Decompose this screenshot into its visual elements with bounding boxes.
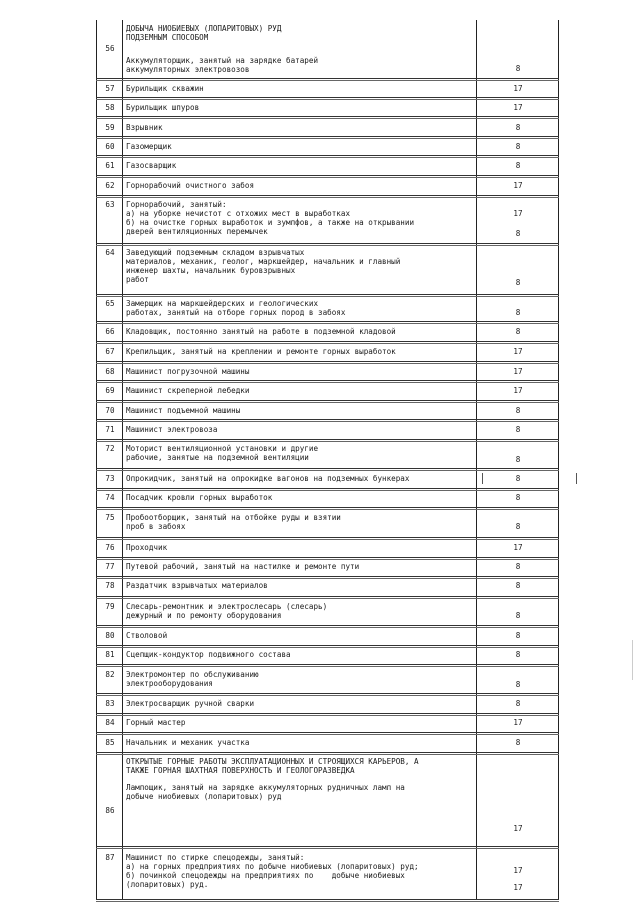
row-separator [96, 99, 559, 100]
occupation-text: Стволовой [126, 631, 168, 640]
additional-leave-days: 8 [515, 680, 521, 689]
row-separator [96, 195, 559, 196]
row-separator [96, 627, 559, 628]
occupation-text: Проходчик [126, 543, 168, 552]
additional-leave-days: 8 [515, 474, 521, 483]
row-separator [96, 693, 559, 694]
row-separator [96, 666, 559, 667]
occupation-text: Взрывник [126, 123, 163, 132]
additional-leave-days: 8 [515, 522, 521, 531]
additional-leave-days: 8 [515, 650, 521, 659]
row-separator [96, 734, 559, 735]
row-number: 60 [105, 142, 115, 151]
additional-leave-days: 8 [515, 611, 521, 620]
row-separator [96, 382, 559, 383]
additional-leave-days: 17 [513, 883, 523, 892]
additional-leave-days: 17 [513, 543, 523, 552]
row-separator [96, 97, 559, 98]
occupation-text: Электросварщик ручной сварки [126, 699, 255, 708]
row-separator [96, 323, 559, 324]
row-number: 68 [105, 367, 115, 376]
additional-leave-days: 17 [513, 386, 523, 395]
row-separator [96, 402, 559, 403]
row-separator [96, 294, 559, 295]
occupation-text: Горнорабочий, занятый: а) на уборке нечистот с отхожих мест в выработках б) на очистке горных выработок и зумпфов, а также на открывании дверей вентиляционных перемычек [126, 200, 415, 236]
row-number: 87 [105, 853, 115, 862]
additional-leave-days: 8 [515, 581, 521, 590]
row-separator [96, 421, 559, 422]
row-separator [96, 598, 559, 599]
row-separator [96, 507, 559, 508]
row-number: 86 [105, 806, 115, 815]
additional-leave-days: 8 [515, 142, 521, 151]
occupation-text: Машинист по стирке спецодежды, занятый: а) на горных предприятиях по добыче ниобиевых (лопаритовых) руд; б) починкой спецодежды на предприятиях по добыче ниобиевых (лопаритовых) руд. [126, 853, 419, 889]
additional-leave-days: 17 [513, 718, 523, 727]
additional-leave-days: 8 [515, 64, 521, 73]
row-separator [96, 846, 559, 847]
occupation-text: Машинист электровоза [126, 425, 218, 434]
row-separator [96, 439, 559, 440]
row-separator [96, 732, 559, 733]
section-heading: ОТКРЫТЫЕ ГОРНЫЕ РАБОТЫ ЭКСПЛУАТАЦИОННЫХ И СТРОЯЩИХСЯ КАРЬЕРОВ, А ТАКЖЕ ГОРНАЯ ШАХТНАЯ ПОВЕРХНОСТЬ И ГЕОЛОГОРАЗВЕДКА [126, 757, 419, 775]
row-separator [96, 321, 559, 322]
text-column-divider [476, 20, 477, 900]
scan-artifact [632, 640, 633, 680]
row-separator [96, 664, 559, 665]
occupation-text: Крепильщик, занятый на креплении и ремонте горных выработок [126, 347, 396, 356]
row-number: 76 [105, 543, 115, 552]
section-heading: ДОБЫЧА НИОБИЕВЫХ (ЛОПАРИТОВЫХ) РУД ПОДЗЕМНЫМ СПОСОБОМ [126, 24, 282, 42]
additional-leave-days: 8 [515, 425, 521, 434]
occupation-text: Аккумуляторщик, занятый на зарядке батарей аккумуляторных электровозов [126, 56, 319, 74]
row-number: 84 [105, 718, 115, 727]
row-separator [96, 578, 559, 579]
occupation-text: Горнорабочий очистного забоя [126, 181, 255, 190]
right-border-line [558, 20, 559, 900]
row-separator [96, 557, 559, 558]
row-separator [96, 468, 559, 469]
additional-leave-days: 8 [515, 278, 521, 287]
row-separator [96, 596, 559, 597]
row-separator [96, 116, 559, 117]
row-number: 61 [105, 161, 115, 170]
scan-artifact [482, 473, 483, 484]
row-separator [96, 243, 559, 244]
additional-leave-days: 8 [515, 308, 521, 317]
row-separator [96, 490, 559, 491]
additional-leave-days: 8 [515, 631, 521, 640]
row-separator [96, 645, 559, 646]
row-number: 79 [105, 602, 115, 611]
occupation-text: Газомерщик [126, 142, 172, 151]
row-separator [96, 754, 559, 755]
row-separator [96, 296, 559, 297]
row-separator [96, 647, 559, 648]
additional-leave-days: 17 [513, 367, 523, 376]
additional-leave-days: 17 [513, 209, 523, 218]
row-separator [96, 400, 559, 401]
row-separator [96, 157, 559, 158]
row-separator [96, 136, 559, 137]
row-separator [96, 539, 559, 540]
row-separator [96, 78, 559, 79]
occupation-text: Опрокидчик, занятый на опрокидке вагонов на подземных бункерах [126, 474, 410, 483]
additional-leave-days: 8 [515, 229, 521, 238]
row-separator [96, 576, 559, 577]
occupation-text: Бурильщик шпуров [126, 103, 200, 112]
row-separator [96, 713, 559, 714]
occupation-text: Пробоотборщик, занятый на отбойке руды и взятии проб в забоях [126, 513, 341, 531]
additional-leave-days: 17 [513, 347, 523, 356]
additional-leave-days: 8 [515, 699, 521, 708]
occupation-text: Раздатчик взрывчатых материалов [126, 581, 268, 590]
row-number: 63 [105, 200, 115, 209]
occupation-text: Машинист погрузочной машины [126, 367, 250, 376]
row-separator [96, 715, 559, 716]
row-number: 71 [105, 425, 115, 434]
left-border-line [96, 20, 97, 900]
occupation-text: Путевой рабочий, занятый на настилке и ремонте пути [126, 562, 360, 571]
row-number: 77 [105, 562, 115, 571]
number-column-divider [122, 20, 123, 900]
row-number: 57 [105, 84, 115, 93]
row-number: 62 [105, 181, 115, 190]
row-separator [96, 155, 559, 156]
row-separator [96, 901, 559, 902]
additional-leave-days: 17 [513, 824, 523, 833]
additional-leave-days: 8 [515, 161, 521, 170]
row-separator [96, 138, 559, 139]
occupation-text: Заведующий подземным складом взрывчатых материалов, механик, геолог, маркшейдер, начальник и главный инженер шахты, начальник буровзрывных работ [126, 248, 401, 284]
row-number: 83 [105, 699, 115, 708]
additional-leave-days: 8 [515, 123, 521, 132]
row-number: 81 [105, 650, 115, 659]
row-separator [96, 380, 559, 381]
row-number: 69 [105, 386, 115, 395]
row-number: 73 [105, 474, 115, 483]
additional-leave-days: 17 [513, 181, 523, 190]
row-separator [96, 343, 559, 344]
occupation-text: Бурильщик скважин [126, 84, 204, 93]
row-separator [96, 441, 559, 442]
occupation-text: Машинист подъемной машины [126, 406, 241, 415]
additional-leave-days: 8 [515, 327, 521, 336]
row-separator [96, 118, 559, 119]
row-separator [96, 419, 559, 420]
scan-artifact [576, 473, 577, 484]
row-separator [96, 752, 559, 753]
occupation-text: Электромонтер по обслуживанию электрооборудования [126, 670, 259, 688]
row-separator [96, 695, 559, 696]
row-number: 59 [105, 123, 115, 132]
row-number: 67 [105, 347, 115, 356]
row-number: 56 [105, 44, 115, 53]
row-number: 85 [105, 738, 115, 747]
occupation-text: Газосварщик [126, 161, 177, 170]
occupation-text: Посадчик кровли горных выработок [126, 493, 273, 502]
row-number: 72 [105, 444, 115, 453]
row-number: 80 [105, 631, 115, 640]
additional-leave-days: 17 [513, 84, 523, 93]
row-separator [96, 848, 559, 849]
row-number: 58 [105, 103, 115, 112]
row-separator [96, 175, 559, 176]
row-separator [96, 197, 559, 198]
additional-leave-days: 8 [515, 738, 521, 747]
occupation-text: Моторист вентиляционной установки и другие рабочие, занятые на подземной вентиляции [126, 444, 319, 462]
row-separator [96, 625, 559, 626]
row-separator [96, 488, 559, 489]
occupation-text: Лампощик, занятый на зарядке аккумуляторных рудничных ламп на добыче ниобиевых (лопаритовых) руд [126, 783, 405, 801]
occupation-text: Машинист скреперной лебедки [126, 386, 250, 395]
additional-leave-days: 8 [515, 455, 521, 464]
row-number: 78 [105, 581, 115, 590]
additional-leave-days: 8 [515, 406, 521, 415]
row-number: 64 [105, 248, 115, 257]
row-separator [96, 363, 559, 364]
additional-leave-days: 8 [515, 493, 521, 502]
occupation-text: Замерщик на маркшейдерских и геологических работах, занятый на отборе горных пород в забоях [126, 299, 346, 317]
row-separator [96, 245, 559, 246]
row-number: 65 [105, 299, 115, 308]
row-separator [96, 537, 559, 538]
row-separator [96, 177, 559, 178]
row-separator [96, 559, 559, 560]
row-number: 66 [105, 327, 115, 336]
row-separator [96, 470, 559, 471]
occupation-text: Сцепщик-кондуктор подвижного состава [126, 650, 291, 659]
occupation-text: Кладовщик, постоянно занятый на работе в подземной кладовой [126, 327, 396, 336]
occupation-text: Начальник и механик участка [126, 738, 250, 747]
occupation-text: Слесарь-ремонтник и электрослесарь (слесарь) дежурный и по ремонту оборудования [126, 602, 328, 620]
row-separator [96, 899, 559, 900]
additional-leave-days: 8 [515, 562, 521, 571]
occupation-text: Горный мастер [126, 718, 186, 727]
row-number: 82 [105, 670, 115, 679]
row-number: 74 [105, 493, 115, 502]
row-separator [96, 80, 559, 81]
additional-leave-days: 17 [513, 103, 523, 112]
row-number: 70 [105, 406, 115, 415]
row-number: 75 [105, 513, 115, 522]
row-separator [96, 361, 559, 362]
additional-leave-days: 17 [513, 866, 523, 875]
row-separator [96, 509, 559, 510]
row-separator [96, 341, 559, 342]
